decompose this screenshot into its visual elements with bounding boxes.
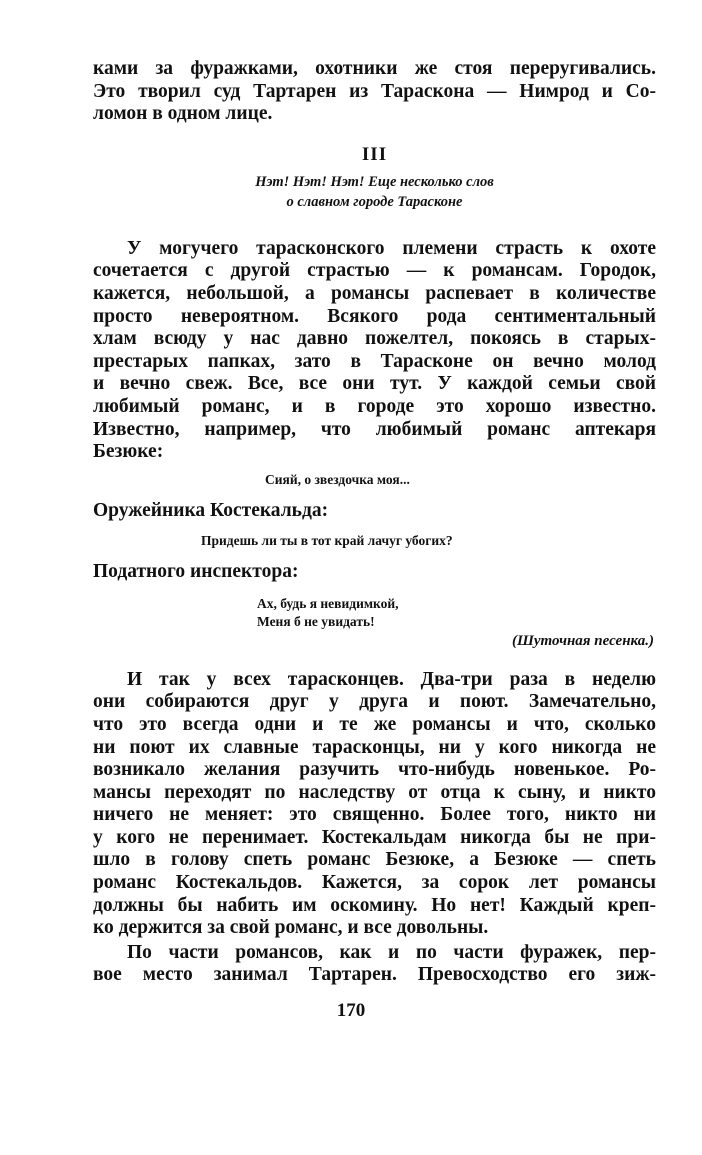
- text-line: ками за фуражками, охотники же стоя переругивались.: [93, 58, 656, 79]
- opening-paragraph: [93, 58, 656, 126]
- song-quote-kostekalde: Придешь ли ты в тот край лачуг убогих?: [201, 532, 453, 548]
- paragraph-2: [93, 669, 656, 940]
- song-quote-inspector: [257, 595, 656, 631]
- text-line: возникало желания разучить что-нибудь новенькое. Ро-: [93, 759, 656, 781]
- text-line: должны бы набить им оскомину. Но нет! Каждый креп-: [93, 894, 656, 916]
- text-line: Безюке:: [93, 441, 164, 463]
- song-quote-bezuke: Сияй, о звездочка моя...: [265, 471, 410, 487]
- paragraph-1: [93, 238, 656, 464]
- text-line: хлам всюду у нас давно пожелтел, покоясь в старых-: [93, 328, 656, 350]
- song-line: Ах, будь я невидимкой,: [257, 595, 399, 611]
- text-line: ко держится за свой романс, и все довольны.: [93, 917, 489, 939]
- text-line: ломон в одном лице.: [93, 103, 273, 125]
- text-line: у кого не перенимает. Костекальдам никогда бы не при-: [93, 826, 656, 848]
- text-line: вое место занимал Тартарен. Превосходство его зиж-: [93, 964, 656, 986]
- text-line: шло в голову спеть романс Безюке, а Безюке — спеть: [93, 849, 656, 871]
- text-line: Известно, например, что любимый романс аптекаря: [93, 418, 656, 440]
- speaker-inspector: Податного инспектора:: [93, 560, 299, 582]
- text-line: Это творил суд Тартарен из Тараскона — Нимрод и Со-: [93, 80, 656, 102]
- chapter-title: [93, 172, 656, 212]
- chapter-title-line: Нэт! Нэт! Нэт! Еще несколько слов: [255, 173, 494, 190]
- page-number: 170: [336, 1000, 366, 1021]
- text-line: что это всегда одни и те же романсы и что, сколько: [93, 713, 656, 735]
- text-line: ни поют их славные тарасконцы, ни у кого никогда не: [93, 736, 656, 758]
- text-line: И так у всех тарасконцев. Два-три раза в неделю: [127, 668, 656, 690]
- text-line: и вечно свеж. Все, все они тут. У каждой семьи свой: [93, 373, 656, 395]
- text-line: романс Костекальдов. Кажется, за сорок лет романсы: [93, 872, 656, 894]
- text-line: престарых папках, зато в Тарасконе он вечно молод: [93, 350, 656, 372]
- text-line: мансы переходят по наследству от отца к сыну, и никто: [93, 781, 656, 803]
- text-line: По части романсов, как и по части фуражек, пер-: [127, 941, 656, 963]
- text-line: ничего не меняет: это священно. Более того, никто ни: [93, 804, 656, 826]
- text-line: У могучего тарасконского племени страсть к охоте: [127, 237, 656, 259]
- text-line: сочетается с другой страстью — к романсам. Городок,: [93, 260, 656, 282]
- text-line: они собираются друг у друга и поют. Замечательно,: [93, 691, 656, 713]
- text-line: просто невероятном. Всякого рода сентиментальный: [93, 305, 656, 327]
- song-attribution: (Шуточная песенка.): [511, 632, 654, 649]
- speaker-kostekalde: Оружейника Костекальда:: [93, 499, 329, 521]
- song-line: Меня б не увидать!: [257, 613, 375, 629]
- chapter-number: III: [361, 143, 388, 165]
- text-line: кажется, небольшой, а романсы распевает в количестве: [93, 282, 656, 304]
- paragraph-3: [93, 942, 656, 987]
- book-page: [93, 58, 656, 987]
- text-line: любимый романс, и в городе это хорошо известно.: [93, 395, 656, 417]
- chapter-title-line: о славном городе Тарасконе: [286, 193, 463, 210]
